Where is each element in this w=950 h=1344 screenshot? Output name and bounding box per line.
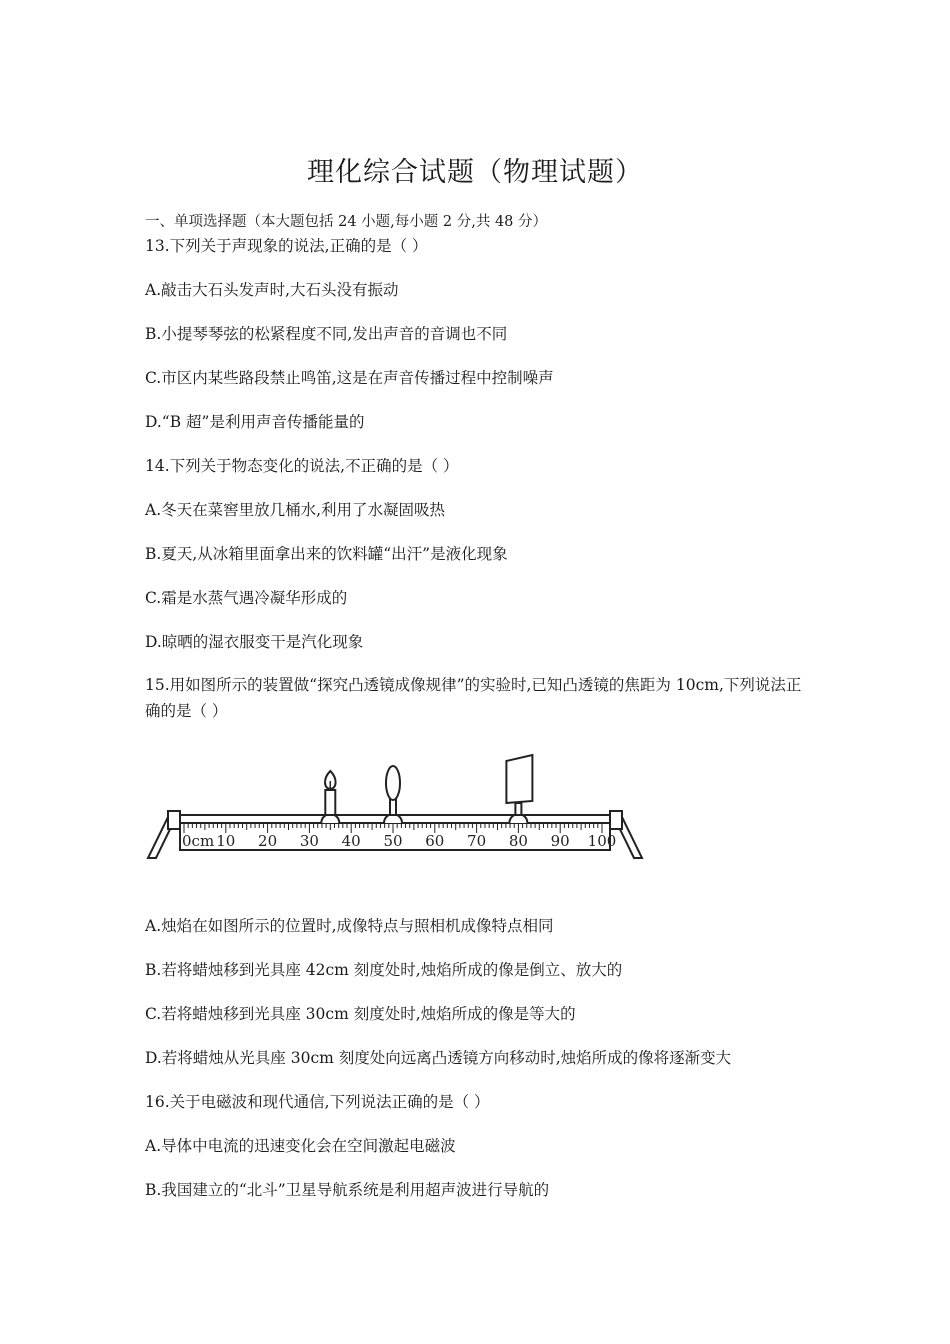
ruler-scale-label: 100	[587, 832, 617, 850]
question-15-option-b: B.若将蜡烛移到光具座 42cm 刻度处时,烛焰所成的像是倒立、放大的	[145, 961, 623, 979]
candle-body	[325, 790, 335, 815]
page-title: 理化综合试题（物理试题）	[307, 157, 643, 188]
question-14-option-d: D.晾晒的湿衣服变干是汽化现象	[145, 633, 364, 651]
question-15-option-d: D.若将蜡烛从光具座 30cm 刻度处向远离凸透镜方向移动时,烛焰所成的像将逐渐变大	[145, 1049, 732, 1067]
question-16-option-b: B.我国建立的“北斗”卫星导航系统是利用超声波进行导航的	[145, 1181, 550, 1199]
convex-lens	[386, 766, 400, 800]
ruler-scale-label: 80	[508, 832, 528, 850]
question-14-option-b: B.夏天,从冰箱里面拿出来的饮料罐“出汗”是液化现象	[145, 545, 508, 563]
question-15-option-c: C.若将蜡烛移到光具座 30cm 刻度处时,烛焰所成的像是等大的	[145, 1005, 576, 1023]
section-heading: 一、单项选择题（本大题包括 24 小题,每小题 2 分,共 48 分）	[145, 214, 547, 230]
screen-stem	[515, 803, 521, 815]
question-14-option-a: A.冬天在菜窖里放几桶水,利用了水凝固吸热	[145, 501, 446, 519]
apparatus	[321, 755, 532, 823]
light-screen	[506, 755, 532, 803]
question-13-option-b: B.小提琴琴弦的松紧程度不同,发出声音的音调也不同	[145, 325, 508, 343]
ruler-scale-label: 20	[258, 832, 278, 850]
ruler-scale-label: 70	[467, 832, 487, 850]
optical-bench-svg	[140, 745, 650, 867]
question-16-option-a: A.导体中电流的迅速变化会在空间激起电磁波	[145, 1137, 456, 1155]
question-15-option-a: A.烛焰在如图所示的位置时,成像特点与照相机成像特点相同	[145, 917, 554, 935]
ruler-scale-label: 40	[341, 832, 361, 850]
question-16-stem: 16.关于电磁波和现代通信,下列说法正确的是（ ）	[145, 1093, 490, 1111]
question-13-option-d: D.“B 超”是利用声音传播能量的	[145, 413, 365, 431]
ruler-scale-label: 0cm	[182, 832, 215, 850]
question-13-stem: 13.下列关于声现象的说法,正确的是（ ）	[145, 237, 428, 255]
question-14-option-c: C.霜是水蒸气遇冷凝华形成的	[145, 589, 348, 607]
ruler-scale-label: 50	[383, 832, 403, 850]
question-15-stem: 15.用如图所示的装置做“探究凸透镜成像规律”的实验时,已知凸透镜的焦距为 10cm,下列说法正确的是（ ）	[145, 676, 802, 720]
ruler-scale-label: 30	[299, 832, 319, 850]
question-13-option-c: C.市区内某些路段禁止鸣笛,这是在声音传播过程中控制噪声	[145, 369, 554, 387]
ruler-scale-label: 60	[425, 832, 445, 850]
ruler-scale-label: 10	[216, 832, 236, 850]
optical-bench-figure	[140, 745, 650, 871]
question-14-stem: 14.下列关于物态变化的说法,不正确的是（ ）	[145, 457, 459, 475]
right-end-block	[610, 811, 622, 829]
lens-stem	[390, 799, 396, 815]
left-end-block	[168, 811, 180, 829]
question-13-option-a: A.敲击大石头发声时,大石头没有振动	[145, 281, 399, 299]
ruler-scale-label: 90	[550, 832, 570, 850]
